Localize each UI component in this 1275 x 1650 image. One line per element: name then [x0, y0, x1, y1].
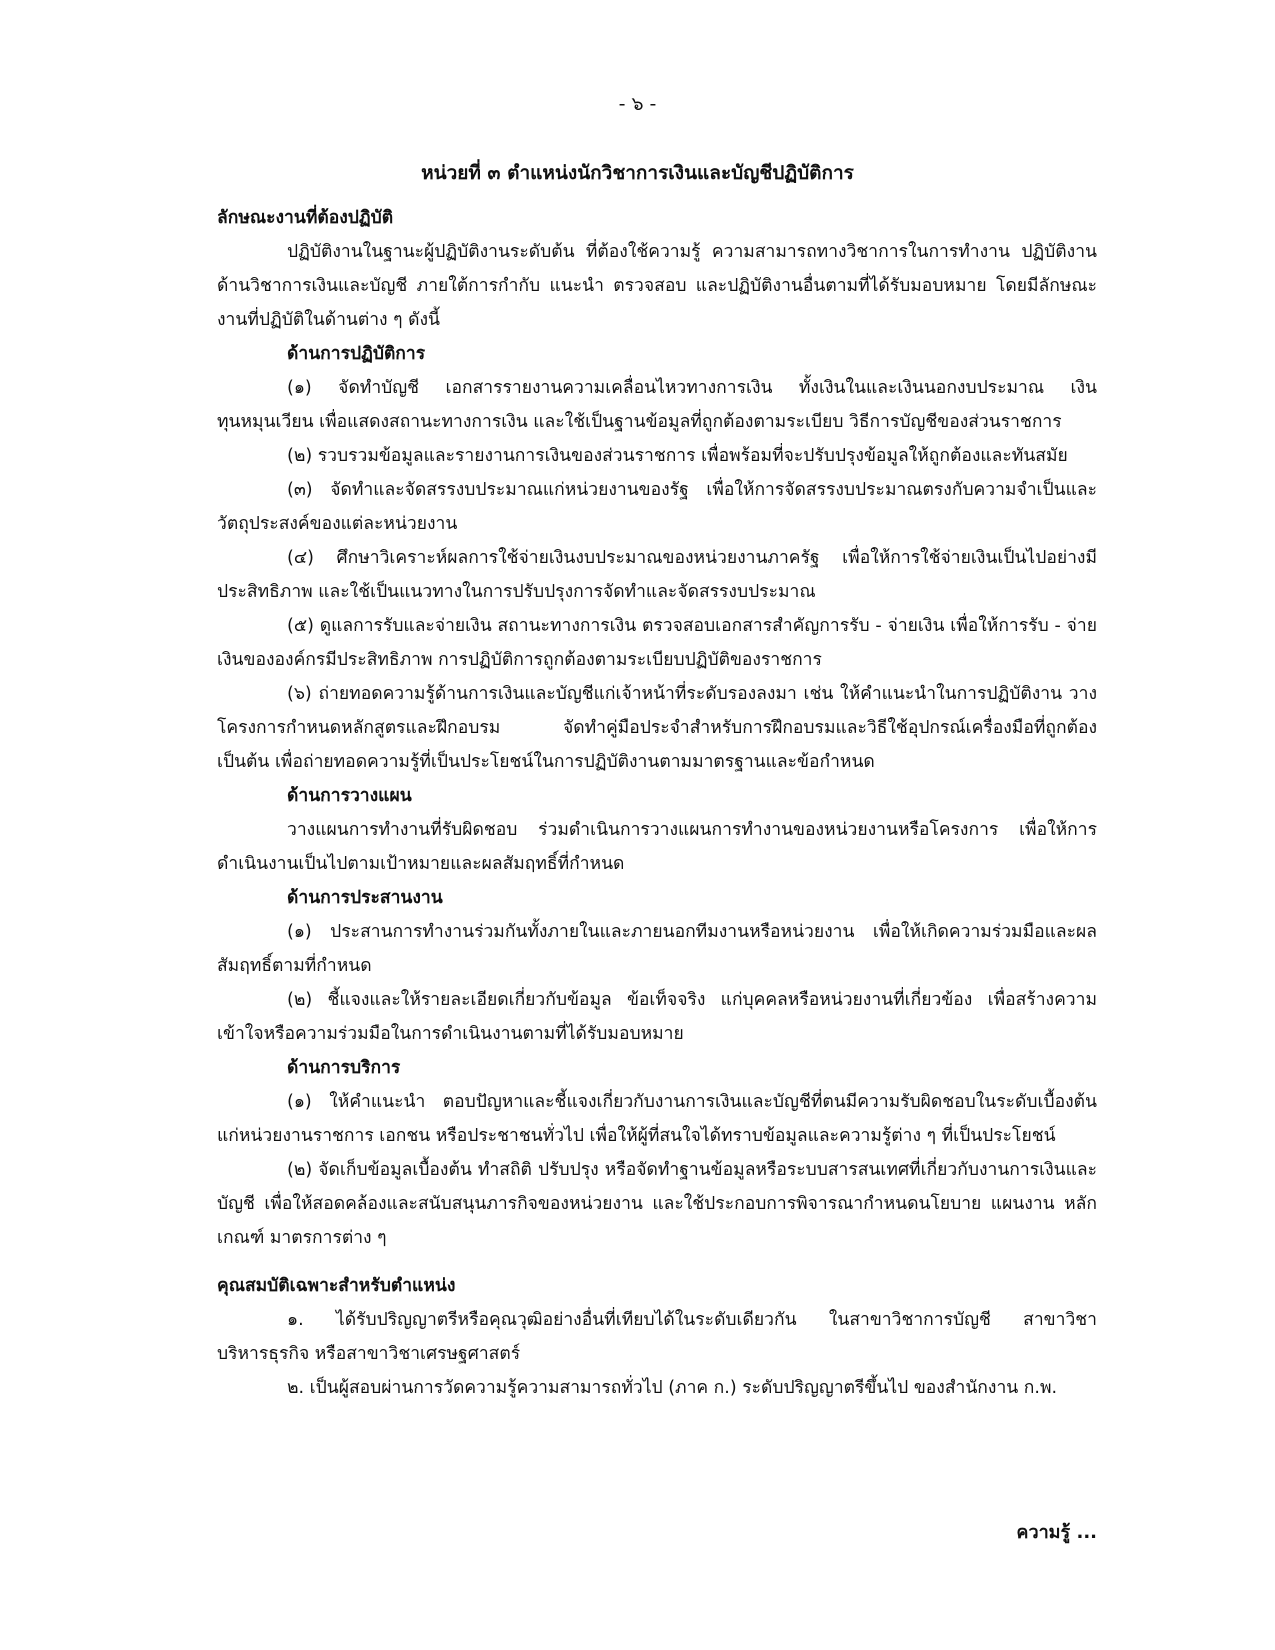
- unit-title: หน่วยที่ ๓ ตำแหน่งนักวิชาการเงินและบัญชีปฏิบัติการ: [421, 162, 854, 184]
- operations-item: (๓) จัดทำและจัดสรรงบประมาณแก่หน่วยงานของรัฐ เพื่อให้การจัดสรรงบประมาณตรงกับความจำเป็นและวัตถุประสงค์ของแต่ละหน่วยงาน: [217, 480, 1097, 534]
- page-number: - ๖ -: [618, 93, 657, 115]
- operations-item: (๒) รวบรวมข้อมูลและรายงานการเงินของส่วนราชการ เพื่อพร้อมที่จะปรับปรุงข้อมูลให้ถูกต้องและทันสมัย: [287, 446, 1068, 466]
- coordination-item: (๑) ประสานการทำงานร่วมกันทั้งภายในและภายนอกทีมงานหรือหน่วยงาน เพื่อให้เกิดความร่วมมือและผลสัมฤทธิ์ตามที่กำหนด: [217, 922, 1097, 976]
- qualifications-heading: คุณสมบัติเฉพาะสำหรับตำแหน่ง: [217, 1276, 456, 1296]
- service-item: (๑) ให้คำแนะนำ ตอบปัญหาและชี้แจงเกี่ยวกับงานการเงินและบัญชีที่ตนมีความรับผิดชอบในระดับเบื้องต้น แก่หน่วยงานราชการ เอกชน หรือประชาชนทั่วไป เพื่อให้ผู้ที่สนใจได้ทราบข้อมูลและความรู้ต่าง ๆ ที่เป็นประโยชน์: [217, 1092, 1097, 1146]
- coordination-heading: ด้านการประสานงาน: [287, 888, 443, 908]
- service-item: (๒) จัดเก็บข้อมูลเบื้องต้น ทำสถิติ ปรับปรุง หรือจัดทำฐานข้อมูลหรือระบบสารสนเทศที่เกี่ยวกับงานการเงินและบัญชี เพื่อให้สอดคล้องและสนับสนุนภารกิจของหน่วยงาน และใช้ประกอบการพิจารณากำหนดนโยบาย แผนงาน หลักเกณฑ์ มาตรการต่าง ๆ: [217, 1160, 1097, 1248]
- coordination-item: (๒) ชี้แจงและให้รายละเอียดเกี่ยวกับข้อมูล ข้อเท็จจริง แก่บุคคลหรือหน่วยงานที่เกี่ยวข้อง เพื่อสร้างความเข้าใจหรือความร่วมมือในการดำเนินงานตามที่ได้รับมอบหมาย: [217, 990, 1097, 1044]
- continuation-marker: ความรู้ ...: [1016, 1522, 1097, 1543]
- operations-item: (๔) ศึกษาวิเคราะห์ผลการใช้จ่ายเงินงบประมาณของหน่วยงานภาครัฐ เพื่อให้การใช้จ่ายเงินเป็นไปอย่างมีประสิทธิภาพ และใช้เป็นแนวทางในการปรับปรุงการจัดทำและจัดสรรงบประมาณ: [217, 548, 1097, 602]
- body-text: [217, 201, 1097, 1405]
- operations-item: (๑) จัดทำบัญชี เอกสารรายงานความเคลื่อนไหวทางการเงิน ทั้งเงินในและเงินนอกงบประมาณ เงินทุนหมุนเวียน เพื่อแสดงสถานะทางการเงิน และใช้เป็นฐานข้อมูลที่ถูกต้องตามระเบียบ วิธีการบัญชีของส่วนราชการ: [217, 378, 1097, 432]
- service-heading: ด้านการบริการ: [287, 1058, 401, 1078]
- qualification-item: ๒. เป็นผู้สอบผ่านการวัดความรู้ความสามารถทั่วไป (ภาค ก.) ระดับปริญญาตรีขึ้นไป ของสำนักงาน ก.พ.: [287, 1378, 1058, 1398]
- qualification-item: ๑. ได้รับปริญญาตรีหรือคุณวุฒิอย่างอื่นที่เทียบได้ในระดับเดียวกัน ในสาขาวิชาการบัญชี สาขาวิชาบริหารธุรกิจ หรือสาขาวิชาเศรษฐศาสตร์: [217, 1310, 1097, 1364]
- operations-item: (๕) ดูแลการรับและจ่ายเงิน สถานะทางการเงิน ตรวจสอบเอกสารสำคัญการรับ - จ่ายเงิน เพื่อให้การรับ - จ่ายเงินขององค์กรมีประสิทธิภาพ การปฏิบัติการถูกต้องตามระเบียบปฏิบัติของราชการ: [217, 616, 1097, 670]
- planning-heading: ด้านการวางแผน: [287, 786, 412, 806]
- job-nature-heading: ลักษณะงานที่ต้องปฏิบัติ: [217, 208, 394, 228]
- operations-item: (๖) ถ่ายทอดความรู้ด้านการเงินและบัญชีแก่เจ้าหน้าที่ระดับรองลงมา เช่น ให้คำแนะนำในการปฏิบัติงาน วางโครงการกำหนดหลักสูตรและฝึกอบรม จัดทำคู่มือประจำสำหรับการฝึกอบรมและวิธีใช้อุปกรณ์เครื่องมือที่ถูกต้อง เป็นต้น เพื่อถ่ายทอดความรู้ที่เป็นประโยชน์ในการปฏิบัติงานตามมาตรฐานและข้อกำหนด: [217, 684, 1097, 772]
- planning-text: วางแผนการทำงานที่รับผิดชอบ ร่วมดำเนินการวางแผนการทำงานของหน่วยงานหรือโครงการ เพื่อให้การดำเนินงานเป็นไปตามเป้าหมายและผลสัมฤทธิ์ที่กำหนด: [217, 820, 1097, 874]
- operations-heading: ด้านการปฏิบัติการ: [287, 344, 426, 364]
- job-nature-intro: ปฏิบัติงานในฐานะผู้ปฏิบัติงานระดับต้น ที่ต้องใช้ความรู้ ความสามารถทางวิชาการในการทำงาน ปฏิบัติงานด้านวิชาการเงินและบัญชี ภายใต้การกำกับ แนะนำ ตรวจสอบ และปฏิบัติงานอื่นตามที่ได้รับมอบหมาย โดยมีลักษณะงานที่ปฏิบัติในด้านต่าง ๆ ดังนี้: [217, 242, 1097, 330]
